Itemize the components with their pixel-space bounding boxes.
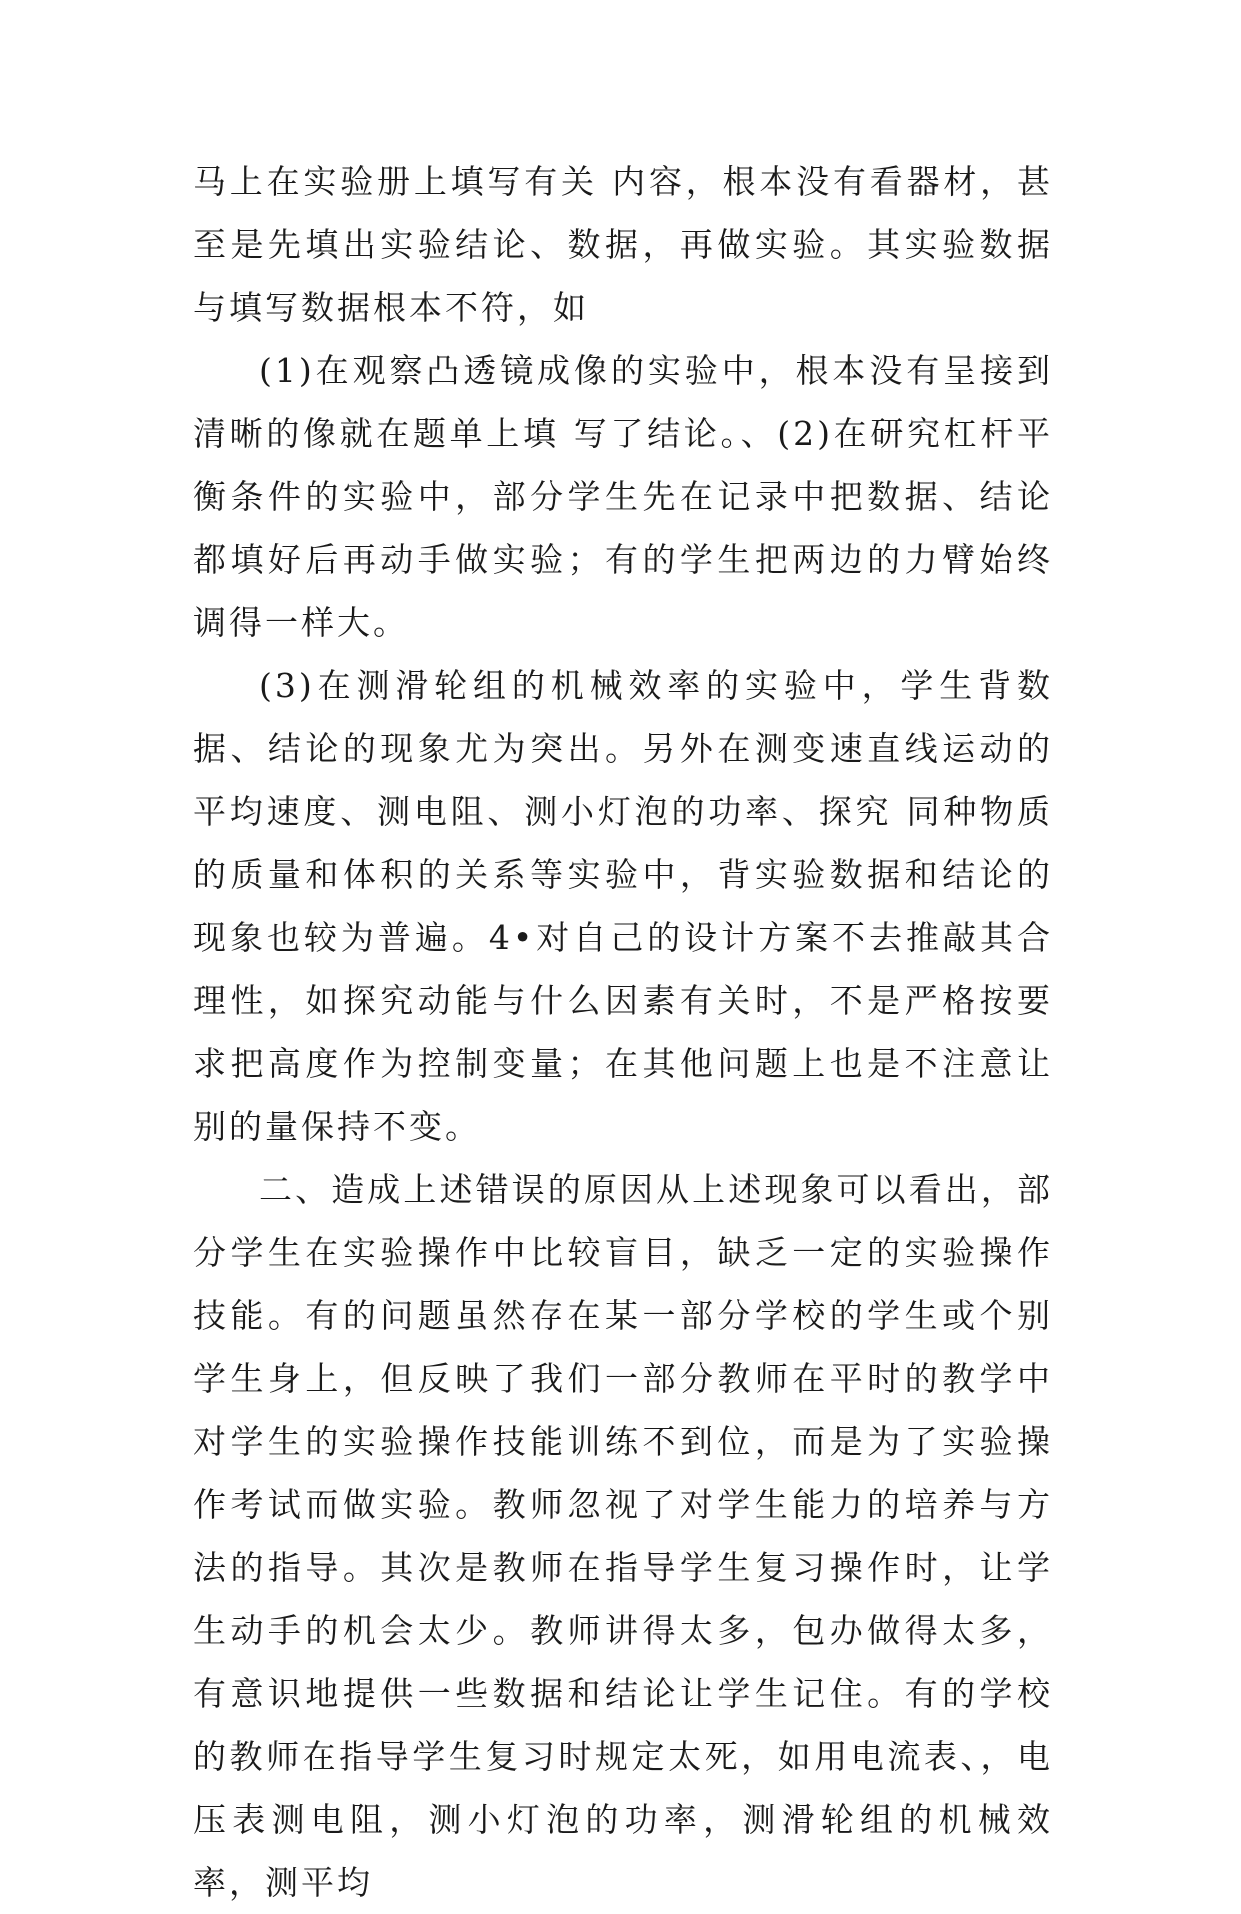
paragraph-item-1-2: (1)在观察凸透镜成像的实验中，根本没有呈接到清晰的像就在题单上填 写了结论。、(2)在研究杠杆平衡条件的实验中，部分学生先在记录中把数据、结论都填好后再动手做实验；有的学生把两边的力臂始终调得一样大。 (193, 351, 1053, 642)
document-body (193, 150, 1053, 1914)
paragraph-continuation: 马上在实验册上填写有关 内容，根本没有看器材，甚至是先填出实验结论、数据，再做实验。其实验数据与填写数据根本不符，如 (193, 162, 1053, 327)
paragraph-section-2: 二、造成上述错误的原因从上述现象可以看出，部分学生在实验操作中比较盲目，缺乏一定的实验操作技能。有的问题虽然存在某一部分学校的学生或个别学生身上，但反映了我们一部分教师在平时的教学中对学生的实验操作技能训练不到位，而是为了实验操作考试而做实验。教师忽视了对学生能力的培养与方法的指导。其次是教师在指导学生复习操作时，让学生动手的机会太少。教师讲得太多，包办做得太多，有意识地提供一些数据和结论让学生记住。有的学校的教师在指导学生复习时规定太死，如用电流表、，电压表测电阻，测小灯泡的功率，测滑轮组的机械效率，测平均 (193, 1170, 1053, 1902)
paragraph-item-3-4: (3)在测滑轮组的机械效率的实验中，学生背数据、结论的现象尤为突出。另外在测变速直线运动的平均速度、测电阻、测小灯泡的功率、探究 同种物质的质量和体积的关系等实验中，背实验数据和结论的现象也较为普遍。4•对自己的设计方案不去推敲其合理性，如探究动能与什么因素有关时，不是严格按要求把高度作为控制变量；在其他问题上也是不注意让别的量保持不变。 (193, 666, 1053, 1146)
